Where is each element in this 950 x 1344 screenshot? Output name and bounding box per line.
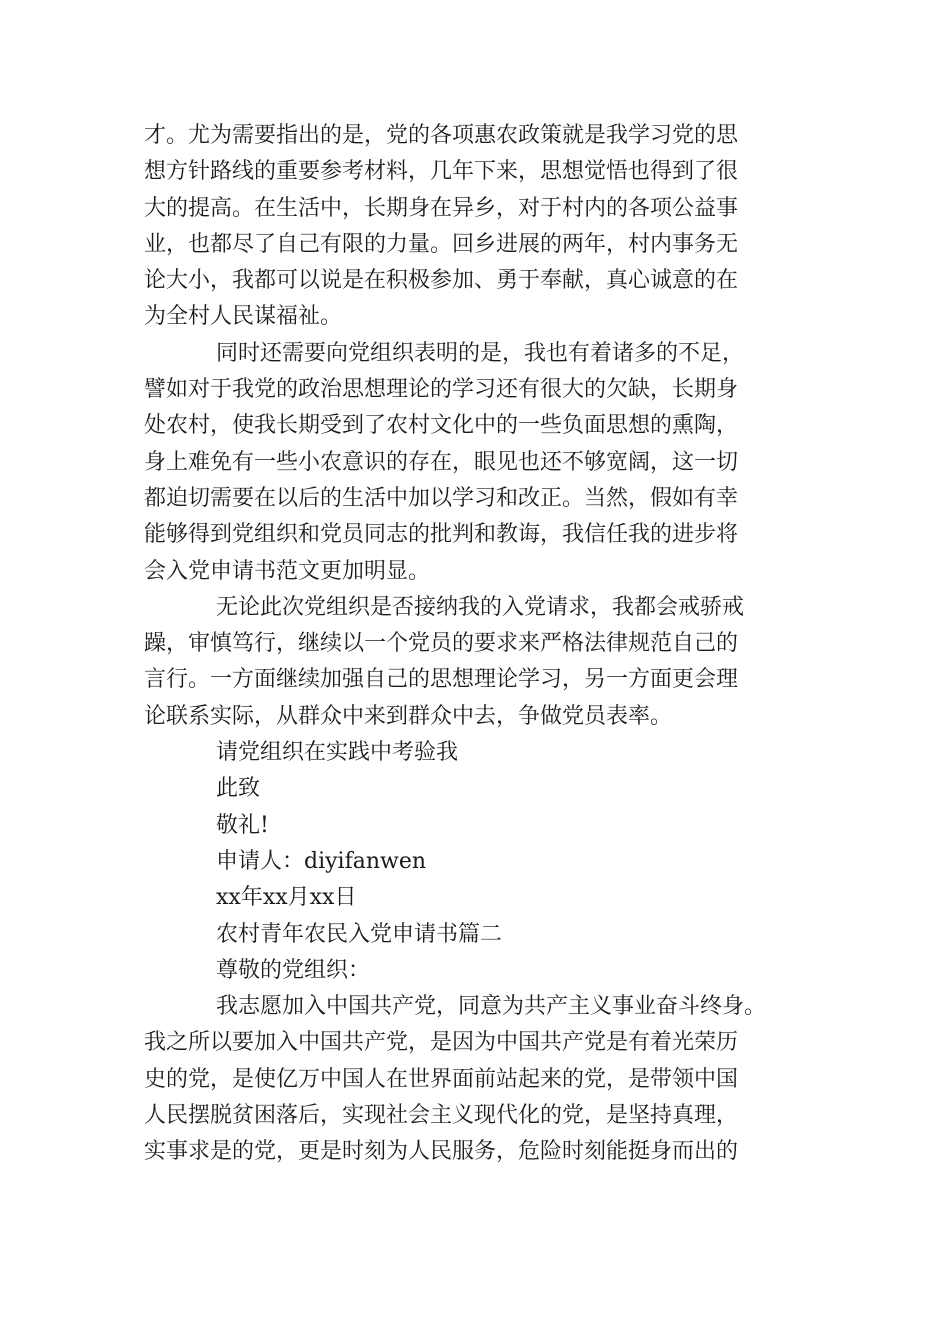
paragraph-start-line: 无论此次党组织是否接纳我的入党请求，我都会戒骄戒 [216,594,745,620]
text-line: 论联系实际，从群众中来到群众中去，争做党员表率。 [144,703,673,729]
text-line: 实事求是的党，更是时刻为人民服务，危险时刻能挺身而出的 [144,1139,739,1165]
body-text [144,118,814,1171]
section-title: 农村青年农民入党申请书篇二 [216,921,503,947]
text-line: 才。尤为需要指出的是，党的各项惠农政策就是我学习党的思 [144,123,739,148]
text-line: 论大小，我都可以说是在积极参加、勇于奉献，真心诚意的在 [144,268,739,294]
applicant-line: 申请人：diyifanwen [216,848,427,874]
text-line: 人民摆脱贫困落后，实现社会主义现代化的党，是坚持真理， [144,1103,739,1129]
text-line: 业，也都尽了自己有限的力量。回乡进展的两年，村内事务无 [144,231,739,257]
text-line: 能够得到党组织和党员同志的批判和教诲，我信任我的进步将 [144,522,739,548]
text-line: 想方针路线的重要参考材料，几年下来，思想觉悟也得到了很 [144,159,739,185]
paragraph-start-line: 我志愿加入中国共产党，同意为共产主义事业奋斗终身。 [216,994,767,1020]
text-line: 会入党申请书范文更加明显。 [144,558,431,584]
text-line: 都迫切需要在以后的生活中加以学习和改正。当然，假如有幸 [144,485,739,511]
paragraph-start-line: 同时还需要向党组织表明的是，我也有着诸多的不足， [216,340,745,366]
greeting-line: 尊敬的党组织： [216,957,371,983]
text-line: 言行。一方面继续加强自己的思想理论学习，另一方面更会理 [144,667,739,693]
text-line: 身上难免有一些小农意识的存在，眼见也还不够宽阔，这一切 [144,449,739,475]
text-line: 大的提高。在生活中，长期身在异乡，对于村内的各项公益事 [144,195,739,221]
text-line: 为全村人民谋福祉。 [144,304,343,330]
text-line: 譬如对于我党的政治思想理论的学习还有很大的欠缺，长期身 [144,377,739,403]
closing-request: 请党组织在实践中考验我 [216,740,459,766]
salutation-cizhi: 此致 [216,776,261,802]
date-line: xx年xx月xx日 [216,885,357,911]
text-line: 史的党，是使亿万中国人在世界面前站起来的党，是带领中国 [144,1066,739,1092]
text-line: 躁，审慎笃行，继续以一个党员的要求来严格法律规范自己的 [144,631,739,657]
text-line: 我之所以要加入中国共产党，是因为中国共产党是有着光荣历 [144,1030,739,1056]
salutation-jingli: 敬礼! [216,812,269,838]
text-line: 处农村，使我长期受到了农村文化中的一些负面思想的熏陶， [144,413,739,439]
